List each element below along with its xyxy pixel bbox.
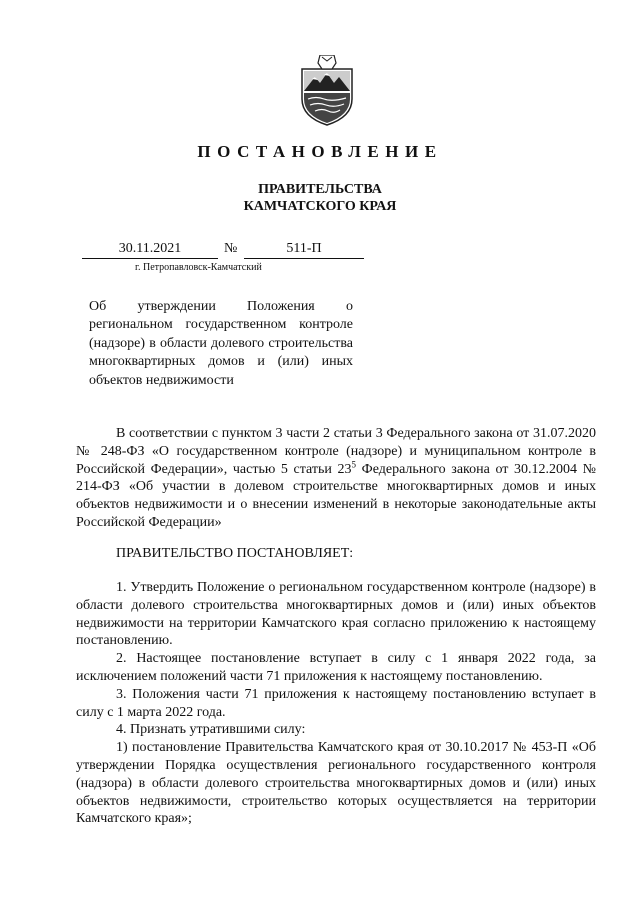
number-sign: № [224,241,238,256]
resolves-text: ПРАВИТЕЛЬСТВО ПОСТАНОВЛЯЕТ: [116,546,354,561]
resolves-heading [76,545,596,563]
document-city: г. Петропавловск-Камчатский [135,262,262,273]
issuing-authority-line-2: КАМЧАТСКОГО КРАЯ [243,199,397,214]
resolution-items [76,579,596,828]
item-1: 1. Утвердить Положение о региональном государственном контроле (надзоре) в области долевого строительства многоквартирных домов и (или) иных объектов недвижимости на территории Камчатского края согласно приложению к настоящему постановлению. [76,580,596,649]
item-3: 3. Положения части 71 приложения к настоящему постановлению вступает в силу с 1 марта 2022 года. [76,686,596,720]
kamchatka-coat-of-arms [298,55,356,127]
document-number: 511-П [244,240,364,259]
preamble-paragraph [76,425,596,532]
item-4: 4. Признать утратившими силу: [116,722,306,738]
issuing-authority-line-1: ПРАВИТЕЛЬСТВА [258,182,382,197]
document-subject: Об утверждении Положения о региональном государственном контроле (надзоре) в области долевого строительства многоквартирных домов и (или) иных объектов недвижимости [89,299,353,388]
preamble-text-2: Федерального закона от 30.12.2004 № 214-ФЗ «Об участии в долевом строительстве многоквартирных домов и иных объектов недвижимости и о внесении изменений в некоторые законодательные акты Российской Федерации» [76,461,596,530]
issuing-authority [0,181,640,215]
preamble-superscript: 5 [351,458,357,469]
document-title: ПОСТАНОВЛЕНИЕ [197,142,443,161]
document-date: 30.11.2021 [82,240,218,259]
item-4-1: 1) постановление Правительства Камчатского края от 30.10.2017 № 453-П «Об утверждении Порядка осуществления регионального государственного контроля (надзора) в области долевого строительства многоквартирных домов и (или) иных объектов недвижимости, строительство которых осуществляется на территории Камчатского края»; [76,740,596,827]
item-2: 2. Настоящее постановление вступает в силу с 1 января 2022 года, за исключением положений части 71 приложения к настоящему постановлению. [76,651,596,684]
preamble-text-1: В соответствии с пунктом 3 части 2 статьи 3 Федерального закона от 31.07.2020 № 248-ФЗ «О государственном контроле (надзоре) и муниципальном контроле в Российской Федерации», частью 5 статьи 23 [76,426,596,477]
